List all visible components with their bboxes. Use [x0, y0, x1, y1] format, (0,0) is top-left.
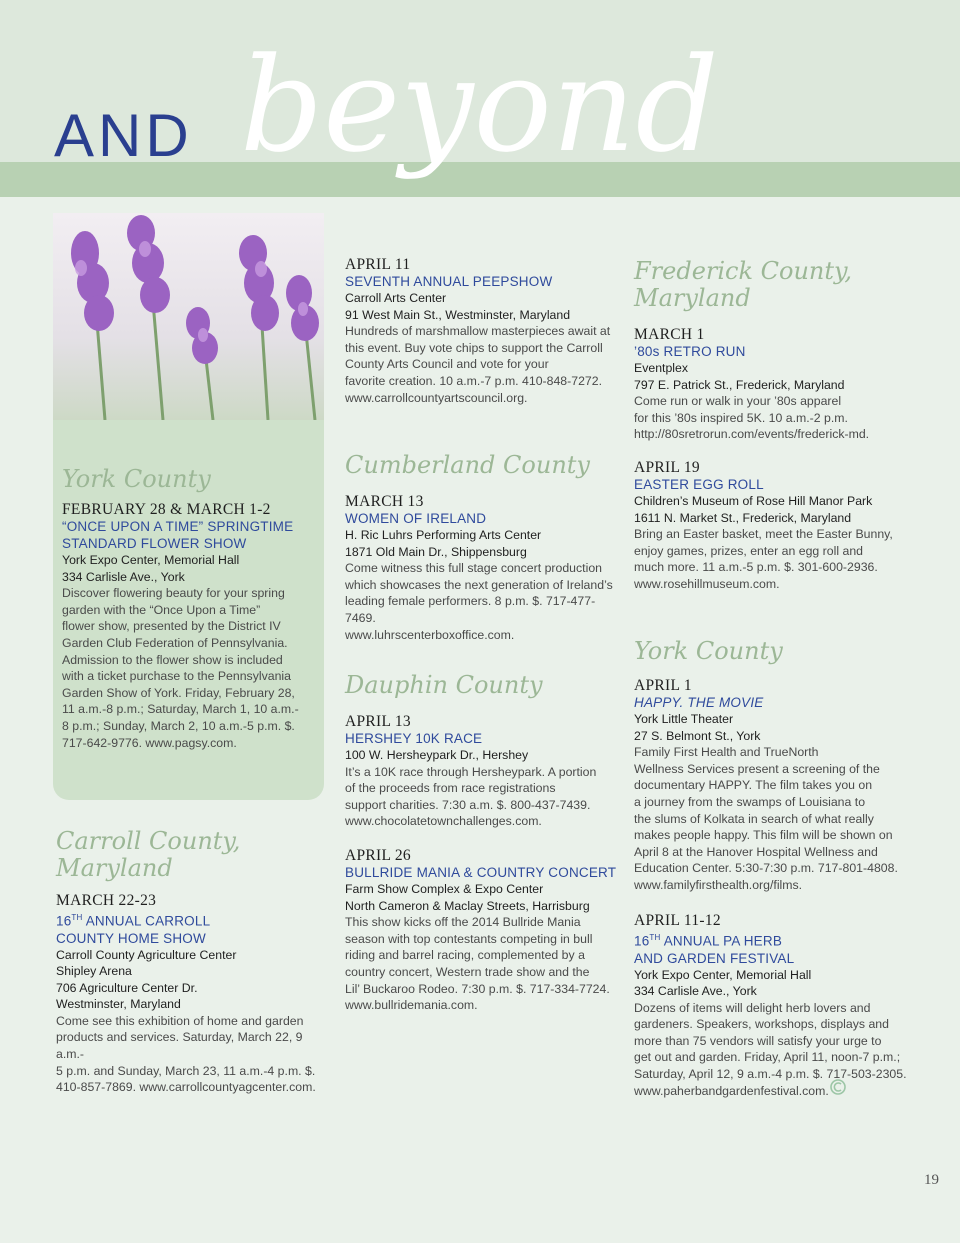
event-description: Bring an Easter basket, meet the Easter Bunny, enjoy games, prizes, enter an egg roll and much more. 11 a.m.-5 p.m. $. 301-600-2936. www.rosehillmuseum.com.	[634, 527, 893, 591]
event-title: BULLRIDE MANIA & COUNTRY CONCERT	[345, 865, 617, 880]
event-description: Discover flowering beauty for your spring garden with the “Once Upon a Time” flower show, presented by the District IV Garden Club Federation of Pennsylvania. Admission to the flower show is included with a ticket purchase to the Pennsylvania Garden Show of York. Friday, February 28, 11 a.m.-8 p.m.; Saturday, March 1, 10 a.m.- 8 p.m.; Sunday, March 2, 10 a.m.-5 p.m. $. 717-642-9776. www.pagsy.com.	[62, 586, 299, 750]
header-and: AND	[54, 102, 193, 169]
dauphin-county-section	[345, 672, 620, 830]
header-beyond: beyond	[240, 29, 719, 181]
event-venue: Eventplex	[634, 361, 689, 375]
event-title: HERSHEY 10K RACE	[345, 731, 483, 746]
event-address: 1611 N. Market St., Frederick, Maryland	[634, 510, 852, 525]
event-date: APRIL 26	[345, 847, 411, 864]
lavender-photo	[53, 213, 324, 420]
event-address: 27 S. Belmont St., York	[634, 728, 761, 743]
county-heading	[56, 828, 324, 882]
event-description: Family First Health and TrueNorth Wellness Services present a screening of the documentary HAPPY. The film takes you on a journey from the swamps of Louisiana to the slums of Kolkata in search of what really makes people happy. This film will be shown on April 8 at the Hanover Hospital Wellness and Education Center. 5:30-7:30 p.m. 717-801-4808. www.familyfirsthealth.org/films.	[634, 745, 898, 892]
york-county-2-section	[634, 638, 934, 894]
event-venue: York Little Theater	[634, 712, 734, 726]
county-heading: York County	[634, 637, 783, 665]
lavender-illustration	[53, 213, 324, 420]
event-description: Come witness this full stage concert production which showcases the next generation of Ireland’s leading female performers. 8 p.m. $. 717-477-7469. www.luhrscenterboxoffice.com.	[345, 561, 613, 642]
event-venue: Farm Show Complex & Expo Center	[345, 882, 544, 896]
county-heading-line: Carroll County,	[56, 827, 241, 855]
herb-festival-event	[634, 912, 934, 1099]
event-date: MARCH 13	[345, 493, 424, 510]
event-venue: Shipley Arena	[56, 964, 132, 979]
county-heading-line: Maryland	[634, 284, 751, 312]
event-title: SEVENTH ANNUAL PEEPSHOW	[345, 274, 553, 289]
event-date: APRIL 11	[345, 256, 411, 273]
event-address: 797 E. Patrick St., Frederick, Maryland	[634, 377, 845, 392]
event-venue: York Expo Center, Memorial Hall	[634, 967, 812, 982]
county-heading: York County	[62, 465, 211, 493]
event-description: It’s a 10K race through Hersheypark. A portion of the proceeds from race registrations support charities. 7:30 a.m. $. 800-437-7439. www.chocolatetownchallenges.com.	[345, 764, 597, 829]
event-title-line: COUNTY HOME SHOW	[56, 930, 206, 946]
peepshow-event	[345, 256, 620, 406]
ordinal-number: 16	[56, 913, 72, 929]
event-address: Westminster, Maryland	[56, 997, 181, 1012]
event-title-line	[634, 929, 934, 950]
county-heading: Dauphin County	[345, 671, 543, 699]
easter-egg-roll-event	[634, 459, 934, 593]
event-date: APRIL 1	[634, 677, 692, 694]
cumberland-county-section	[345, 452, 620, 643]
event-date: FEBRUARY 28 & MARCH 1-2	[62, 501, 271, 518]
event-venue: Carroll County Agriculture Center	[56, 947, 237, 962]
bullride-event	[345, 847, 620, 1014]
ordinal-suffix: TH	[649, 933, 661, 942]
event-address: 100 W. Hersheypark Dr., Hershey	[345, 748, 529, 762]
event-description: Dozens of items will delight herb lovers and gardeners. Speakers, workshops, displays and more than 75 vendors will satisfy your urge to get out and garden. Friday, April 11, noon-7 p.m.; Saturday, April 12, 9 a.m.-4 p.m. $. 717-503-2305. www.paherbandgardenfestival.com.	[634, 1000, 907, 1098]
event-address: 1871 Old Main Dr., Shippensburg	[345, 544, 527, 559]
event-venue: Children’s Museum of Rose Hill Manor Park	[634, 494, 873, 508]
event-description: This show kicks off the 2014 Bullride Mania season with top contestants competing in bull riding and barrel racing, complemented by a country concert, Western trade show and the Lil’ Buckaroo Rodeo. 7:30 p.m. $. 717-334-7724. www.bullridemania.com.	[345, 915, 610, 1013]
event-address: 706 Agriculture Center Dr.	[56, 980, 198, 995]
event-venue: Carroll Arts Center	[345, 291, 447, 305]
event-title: HAPPY. THE MOVIE	[634, 695, 764, 710]
event-venue: York Expo Center, Memorial Hall	[62, 553, 240, 567]
event-date: APRIL 11-12	[634, 912, 721, 929]
event-title: ’80s RETRO RUN	[634, 344, 746, 359]
carroll-county-section	[56, 828, 324, 1096]
event-title: EASTER EGG ROLL	[634, 477, 764, 492]
york-county-section	[62, 466, 320, 751]
county-heading-line: Frederick County,	[634, 257, 853, 285]
event-address: 334 Carlisle Ave., York	[634, 984, 757, 999]
ordinal-number: 16	[634, 933, 650, 949]
event-venue: H. Ric Luhrs Performing Arts Center	[345, 528, 542, 542]
page-number: 19	[924, 1172, 939, 1188]
event-date: APRIL 13	[345, 713, 411, 730]
event-description: Come run or walk in your ’80s apparel for this ’80s inspired 5K. 10 a.m.-2 p.m. http://80sretrorun.com/events/frederick-md.	[634, 394, 870, 442]
county-heading	[634, 258, 934, 312]
county-heading-line: Maryland	[56, 854, 173, 882]
event-description: Hundreds of marshmallow masterpieces await at this event. Buy vote chips to support the Carroll County Arts Council and vote for your favorite creation. 10 a.m.-7 p.m. 410-848-7272. www.carrollcountyartscouncil.org.	[345, 324, 611, 405]
county-heading: Cumberland County	[345, 451, 590, 479]
event-title-line: “ONCE UPON A TIME” SPRINGTIME	[62, 519, 294, 534]
event-title-line	[56, 909, 324, 930]
event-title: WOMEN OF IRELAND	[345, 511, 487, 526]
event-title-line: STANDARD FLOWER SHOW	[62, 536, 247, 551]
event-date: MARCH 1	[634, 326, 705, 343]
title-rest: ANNUAL PA HERB	[660, 933, 783, 949]
end-mark-icon	[829, 1078, 847, 1096]
title-rest: ANNUAL CARROLL	[82, 913, 211, 929]
event-date: APRIL 19	[634, 459, 700, 476]
event-title-line: AND GARDEN FESTIVAL	[634, 950, 795, 966]
ordinal-suffix: TH	[71, 913, 83, 922]
event-date: MARCH 22-23	[56, 892, 157, 909]
event-address: 334 Carlisle Ave., York	[62, 569, 185, 584]
frederick-county-section	[634, 258, 934, 443]
event-address: 91 West Main St., Westminster, Maryland	[345, 307, 571, 322]
event-address: North Cameron & Maclay Streets, Harrisburg	[345, 898, 590, 913]
event-description: Come see this exhibition of home and garden products and services. Saturday, March 22, 9 a.m.- 5 p.m. and Sunday, March 23, 11 a.m.-4 p.m. $. 410-857-7869. www.carrollcountyagcenter.com.	[56, 1013, 316, 1095]
